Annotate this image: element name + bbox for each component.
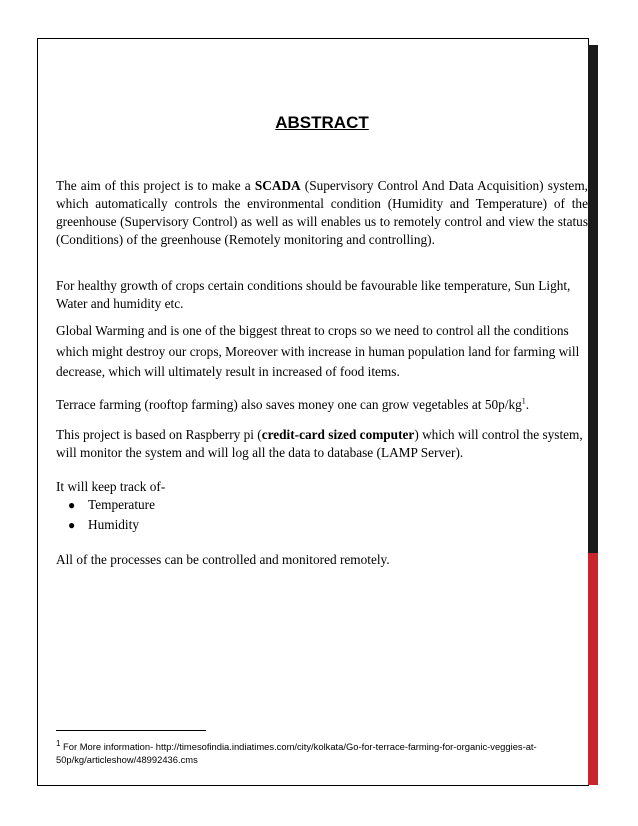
paragraph-scada — [56, 177, 588, 249]
p5-text-c: ) which will control the system, will monitor the system and will log all the data to database (LAMP Server). — [56, 427, 583, 460]
footnote-text: For More information- http://timesofindia.indiatimes.com/city/kolkata/Go-for-terrace-farming-for-organic-veggies-at-50p/kg/articleshow/48992436.cms — [56, 741, 537, 765]
paragraph-raspberry — [56, 426, 588, 462]
bullet-icon: ● — [68, 518, 76, 532]
paragraph-track: It will keep track of- — [56, 479, 166, 494]
footnote-ref: 1 — [521, 396, 526, 406]
bullet-icon: ● — [68, 498, 76, 512]
side-bar-dark — [588, 45, 598, 553]
p4-end: . — [525, 397, 530, 412]
p5-bold: credit-card sized computer — [261, 427, 415, 442]
list-item — [56, 496, 155, 516]
abstract-title: ABSTRACT — [275, 113, 369, 132]
p5-text-a: This project is based on Raspberry pi ( — [56, 427, 262, 442]
list-item-label: Temperature — [88, 497, 155, 512]
p1-scada-bold: SCADA — [254, 178, 301, 193]
footnote-number: 1 — [56, 738, 61, 748]
p1-text-a: The aim of this project is to make a — [56, 178, 255, 193]
p4-text: Terrace farming (rooftop farming) also saves money one can grow vegetables at 50p/kg — [56, 397, 522, 412]
list-item — [56, 516, 155, 536]
p1-text-c: (Supervisory Control And Data Acquisition) system, which automatically controls the environmental condition (Humidity and Temperature) of the greenhouse (Supervisory Control) as well as will enables us to remotely control and view the status (Conditions) of the greenhouse (Remotely monitoring and controlling). — [56, 178, 588, 247]
paragraph-global-warming: Global Warming and is one of the biggest threat to crops so we need to control all the conditions which might destroy our crops, Moreover with increase in human population land for farming will decrease, which will ultimately result in increased of food items. — [56, 323, 580, 379]
footnote-rule — [56, 730, 206, 731]
paragraph-growth: For healthy growth of crops certain conditions should be favourable like temperature, Sun Light, Water and humidity etc. — [56, 278, 571, 311]
paragraph-terrace — [56, 396, 588, 414]
footnote — [56, 740, 588, 766]
paragraph-remote: All of the processes can be controlled and monitored remotely. — [56, 552, 390, 567]
list-item-label: Humidity — [88, 517, 139, 532]
tracked-list — [56, 496, 155, 536]
side-bar-red — [588, 553, 598, 785]
